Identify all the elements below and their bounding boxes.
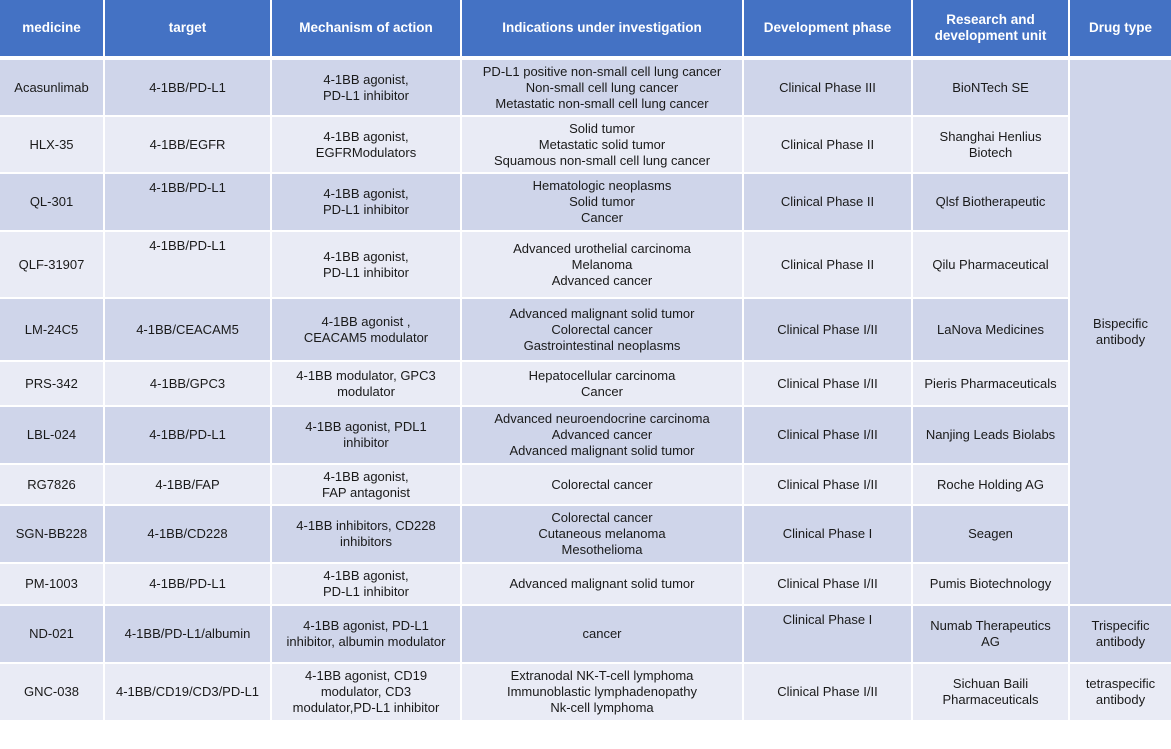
header-phase: Development phase bbox=[744, 0, 911, 58]
unit-cell bbox=[913, 60, 1068, 115]
unit-cell-line: Seagen bbox=[968, 526, 1013, 541]
mechanism-cell bbox=[272, 174, 460, 230]
indications-cell-line: Hepatocellular carcinoma bbox=[528, 367, 676, 383]
mechanism-cell-line: 4-1BB modulator, GPC3 bbox=[296, 367, 436, 383]
indications-cell-line: Metastatic non-small cell lung cancer bbox=[495, 95, 709, 111]
mechanism-cell-line: 4-1BB agonist, bbox=[323, 468, 409, 484]
indications-cell-line: Colorectal cancer bbox=[551, 321, 653, 337]
table-row bbox=[0, 606, 1171, 662]
mechanism-cell-line: 4-1BB agonist , bbox=[321, 313, 411, 329]
phase-cell: Clinical Phase I/II bbox=[744, 564, 911, 604]
medicine-cell: Acasunlimab bbox=[0, 60, 103, 115]
indications-cell-line: Advanced cancer bbox=[551, 427, 653, 442]
mechanism-cell-line: modulator, CD3 bbox=[320, 684, 412, 699]
indications-cell-line: Nk-cell lymphoma bbox=[550, 700, 654, 715]
indications-cell bbox=[462, 606, 742, 662]
header-indications: Indications under investigation bbox=[462, 0, 742, 58]
target-cell: 4-1BB/CD228 bbox=[105, 506, 270, 562]
phase-cell: Clinical Phase I/II bbox=[744, 362, 911, 405]
indications-cell bbox=[462, 174, 742, 230]
indications-cell-line: Cutaneous melanoma bbox=[538, 526, 666, 541]
header-row bbox=[0, 0, 1171, 58]
mechanism-cell-line: PD-L1 inhibitor bbox=[323, 202, 409, 217]
phase-cell: Clinical Phase III bbox=[744, 60, 911, 115]
unit-cell-line: BioNTech SE bbox=[952, 79, 1029, 95]
phase-cell: Clinical Phase I bbox=[744, 606, 911, 662]
mechanism-cell-line: inhibitor bbox=[343, 435, 389, 450]
indications-cell-line: Advanced malignant solid tumor bbox=[509, 305, 695, 321]
indications-cell bbox=[462, 664, 742, 720]
table-row bbox=[0, 506, 1171, 562]
mechanism-cell-line: CEACAM5 modulator bbox=[303, 329, 429, 345]
mechanism-cell-line: 4-1BB agonist, PD-L1 bbox=[303, 618, 429, 633]
unit-cell bbox=[913, 564, 1068, 604]
indications-cell bbox=[462, 465, 742, 504]
mechanism-cell-line: 4-1BB agonist, bbox=[323, 248, 409, 264]
indications-cell-line: PD-L1 positive non-small cell lung cancer bbox=[482, 63, 722, 79]
medicine-cell: QL-301 bbox=[0, 174, 103, 230]
mechanism-cell bbox=[272, 362, 460, 405]
drug-type-cell-trispecific-line: Trispecific bbox=[1091, 618, 1150, 633]
indications-cell-line: Advanced neuroendocrine carcinoma bbox=[494, 411, 710, 426]
phase-cell: Clinical Phase I/II bbox=[744, 465, 911, 504]
unit-cell-line: Roche Holding AG bbox=[937, 476, 1044, 492]
indications-cell-line: Cancer bbox=[581, 210, 623, 225]
drug-type-cell-tetraspecific bbox=[1070, 664, 1171, 720]
target-cell: 4-1BB/PD-L1 bbox=[105, 232, 270, 297]
target-cell: 4-1BB/PD-L1 bbox=[105, 564, 270, 604]
target-cell: 4-1BB/EGFR bbox=[105, 117, 270, 172]
header-unit: Research and development unit bbox=[913, 0, 1068, 58]
unit-cell-line: Pharmaceuticals bbox=[942, 692, 1039, 707]
indications-cell-line: cancer bbox=[582, 626, 622, 641]
indications-cell-line: Solid tumor bbox=[569, 120, 635, 136]
table-row bbox=[0, 407, 1171, 463]
medicine-cell: HLX-35 bbox=[0, 117, 103, 172]
table-row bbox=[0, 465, 1171, 504]
drug-type-cell-tetraspecific-line: antibody bbox=[1095, 692, 1146, 707]
table-row bbox=[0, 174, 1171, 230]
mechanism-cell-line: 4-1BB agonist, bbox=[323, 128, 409, 144]
unit-cell-line: Qlsf Biotherapeutic bbox=[935, 194, 1046, 209]
target-cell: 4-1BB/PD-L1 bbox=[105, 407, 270, 463]
unit-cell-line: Sichuan Baili bbox=[952, 676, 1029, 691]
mechanism-cell-line: inhibitor, albumin modulator bbox=[286, 634, 446, 649]
indications-cell bbox=[462, 564, 742, 604]
target-cell: 4-1BB/GPC3 bbox=[105, 362, 270, 405]
drug-type-cell-bispecific-line: Bispecific bbox=[1093, 316, 1148, 331]
indications-cell-line: Cancer bbox=[581, 383, 623, 399]
table-row bbox=[0, 60, 1171, 115]
drug-type-cell-bispecific bbox=[1070, 60, 1171, 604]
drug-type-cell-trispecific-line: antibody bbox=[1095, 634, 1146, 649]
unit-cell bbox=[913, 407, 1068, 463]
indications-cell-line: Solid tumor bbox=[569, 194, 635, 209]
unit-cell-line: LaNova Medicines bbox=[937, 321, 1044, 337]
table-row bbox=[0, 232, 1171, 297]
unit-cell-line: Nanjing Leads Biolabs bbox=[925, 427, 1056, 442]
table-row bbox=[0, 362, 1171, 405]
unit-cell bbox=[913, 465, 1068, 504]
mechanism-cell-line: PD-L1 inhibitor bbox=[323, 87, 409, 103]
mechanism-cell-line: 4-1BB agonist, bbox=[323, 186, 409, 201]
unit-cell-line: Qilu Pharmaceutical bbox=[932, 256, 1049, 272]
medicine-cell: QLF-31907 bbox=[0, 232, 103, 297]
medicine-cell: RG7826 bbox=[0, 465, 103, 504]
mechanism-cell-line: 4-1BB inhibitors, CD228 bbox=[296, 518, 436, 533]
header-mechanism: Mechanism of action bbox=[272, 0, 460, 58]
mechanism-cell-line: modulator,PD-L1 inhibitor bbox=[292, 700, 440, 715]
phase-cell: Clinical Phase I/II bbox=[744, 407, 911, 463]
indications-cell-line: Advanced urothelial carcinoma bbox=[513, 240, 691, 256]
mechanism-cell bbox=[272, 232, 460, 297]
unit-cell bbox=[913, 232, 1068, 297]
mechanism-cell-line: inhibitors bbox=[339, 534, 393, 549]
unit-cell bbox=[913, 506, 1068, 562]
mechanism-cell bbox=[272, 564, 460, 604]
unit-cell-line: Numab Therapeutics bbox=[930, 618, 1051, 633]
unit-cell bbox=[913, 664, 1068, 720]
drug-type-cell-tetraspecific-line: tetraspecific bbox=[1085, 676, 1156, 691]
indications-cell-line: Advanced malignant solid tumor bbox=[509, 576, 695, 591]
mechanism-cell-line: 4-1BB agonist, bbox=[323, 71, 409, 87]
indications-cell-line: Advanced cancer bbox=[551, 272, 653, 288]
unit-cell bbox=[913, 174, 1068, 230]
medicine-cell: LM-24C5 bbox=[0, 299, 103, 360]
target-cell: 4-1BB/CEACAM5 bbox=[105, 299, 270, 360]
header-target: target bbox=[105, 0, 270, 58]
unit-cell bbox=[913, 117, 1068, 172]
mechanism-cell-line: PD-L1 inhibitor bbox=[323, 584, 409, 599]
indications-cell-line: Extranodal NK-T-cell lymphoma bbox=[510, 668, 694, 683]
table-row bbox=[0, 664, 1171, 720]
indications-cell-line: Mesothelioma bbox=[561, 542, 643, 557]
indications-cell-line: Colorectal cancer bbox=[551, 476, 653, 492]
mechanism-cell-line: 4-1BB agonist, PDL1 bbox=[305, 419, 427, 434]
unit-cell bbox=[913, 606, 1068, 662]
header-drug-type: Drug type bbox=[1070, 0, 1171, 58]
indications-cell bbox=[462, 117, 742, 172]
mechanism-cell bbox=[272, 664, 460, 720]
unit-cell-line: Biotech bbox=[968, 144, 1013, 160]
indications-cell bbox=[462, 362, 742, 405]
target-cell: 4-1BB/PD-L1 bbox=[105, 60, 270, 115]
indications-cell bbox=[462, 407, 742, 463]
indications-cell bbox=[462, 232, 742, 297]
indications-cell-line: Squamous non-small cell lung cancer bbox=[493, 152, 711, 168]
mechanism-cell-line: 4-1BB agonist, CD19 bbox=[304, 668, 428, 683]
mechanism-cell bbox=[272, 407, 460, 463]
drug-type-cell-trispecific bbox=[1070, 606, 1171, 662]
medicine-cell: PRS-342 bbox=[0, 362, 103, 405]
indications-cell-line: Gastrointestinal neoplasms bbox=[523, 337, 681, 353]
drug-type-cell-bispecific-line: antibody bbox=[1095, 332, 1146, 347]
unit-cell-line: Shanghai Henlius bbox=[939, 128, 1042, 144]
table-row bbox=[0, 564, 1171, 604]
phase-cell: Clinical Phase I/II bbox=[744, 664, 911, 720]
phase-cell: Clinical Phase II bbox=[744, 174, 911, 230]
phase-cell: Clinical Phase II bbox=[744, 117, 911, 172]
unit-cell-line: Pumis Biotechnology bbox=[929, 576, 1052, 591]
mechanism-cell-line: modulator bbox=[337, 383, 395, 399]
indications-cell-line: Hematologic neoplasms bbox=[532, 178, 672, 193]
target-cell: 4-1BB/CD19/CD3/PD-L1 bbox=[105, 664, 270, 720]
indications-cell-line: Melanoma bbox=[571, 256, 633, 272]
indications-cell-line: Colorectal cancer bbox=[551, 510, 653, 525]
table-row bbox=[0, 299, 1171, 360]
table-row bbox=[0, 117, 1171, 172]
mechanism-cell bbox=[272, 606, 460, 662]
unit-cell-line: AG bbox=[981, 634, 1000, 649]
medicine-cell: PM-1003 bbox=[0, 564, 103, 604]
indications-cell-line: Metastatic solid tumor bbox=[538, 136, 666, 152]
header-medicine: medicine bbox=[0, 0, 103, 58]
mechanism-cell-line: EGFRModulators bbox=[315, 144, 417, 160]
mechanism-cell bbox=[272, 465, 460, 504]
medicine-cell: GNC-038 bbox=[0, 664, 103, 720]
indications-cell bbox=[462, 60, 742, 115]
indications-cell-line: Immunoblastic lymphadenopathy bbox=[506, 684, 698, 699]
mechanism-cell-line: PD-L1 inhibitor bbox=[323, 264, 409, 280]
indications-cell bbox=[462, 299, 742, 360]
mechanism-cell-line: FAP antagonist bbox=[322, 484, 410, 500]
unit-cell bbox=[913, 362, 1068, 405]
mechanism-cell bbox=[272, 60, 460, 115]
indications-cell bbox=[462, 506, 742, 562]
indications-cell-line: Advanced malignant solid tumor bbox=[509, 443, 695, 458]
phase-cell: Clinical Phase I/II bbox=[744, 299, 911, 360]
mechanism-cell-line: 4-1BB agonist, bbox=[323, 568, 409, 583]
target-cell: 4-1BB/PD-L1/albumin bbox=[105, 606, 270, 662]
medicine-cell: ND-021 bbox=[0, 606, 103, 662]
mechanism-cell bbox=[272, 299, 460, 360]
phase-cell: Clinical Phase II bbox=[744, 232, 911, 297]
medicine-cell: SGN-BB228 bbox=[0, 506, 103, 562]
unit-cell bbox=[913, 299, 1068, 360]
mechanism-cell bbox=[272, 117, 460, 172]
indications-cell-line: Non-small cell lung cancer bbox=[525, 79, 679, 95]
phase-cell: Clinical Phase I bbox=[744, 506, 911, 562]
target-cell: 4-1BB/FAP bbox=[105, 465, 270, 504]
medicine-cell: LBL-024 bbox=[0, 407, 103, 463]
mechanism-cell bbox=[272, 506, 460, 562]
unit-cell-line: Pieris Pharmaceuticals bbox=[924, 375, 1057, 391]
target-cell: 4-1BB/PD-L1 bbox=[105, 174, 270, 230]
